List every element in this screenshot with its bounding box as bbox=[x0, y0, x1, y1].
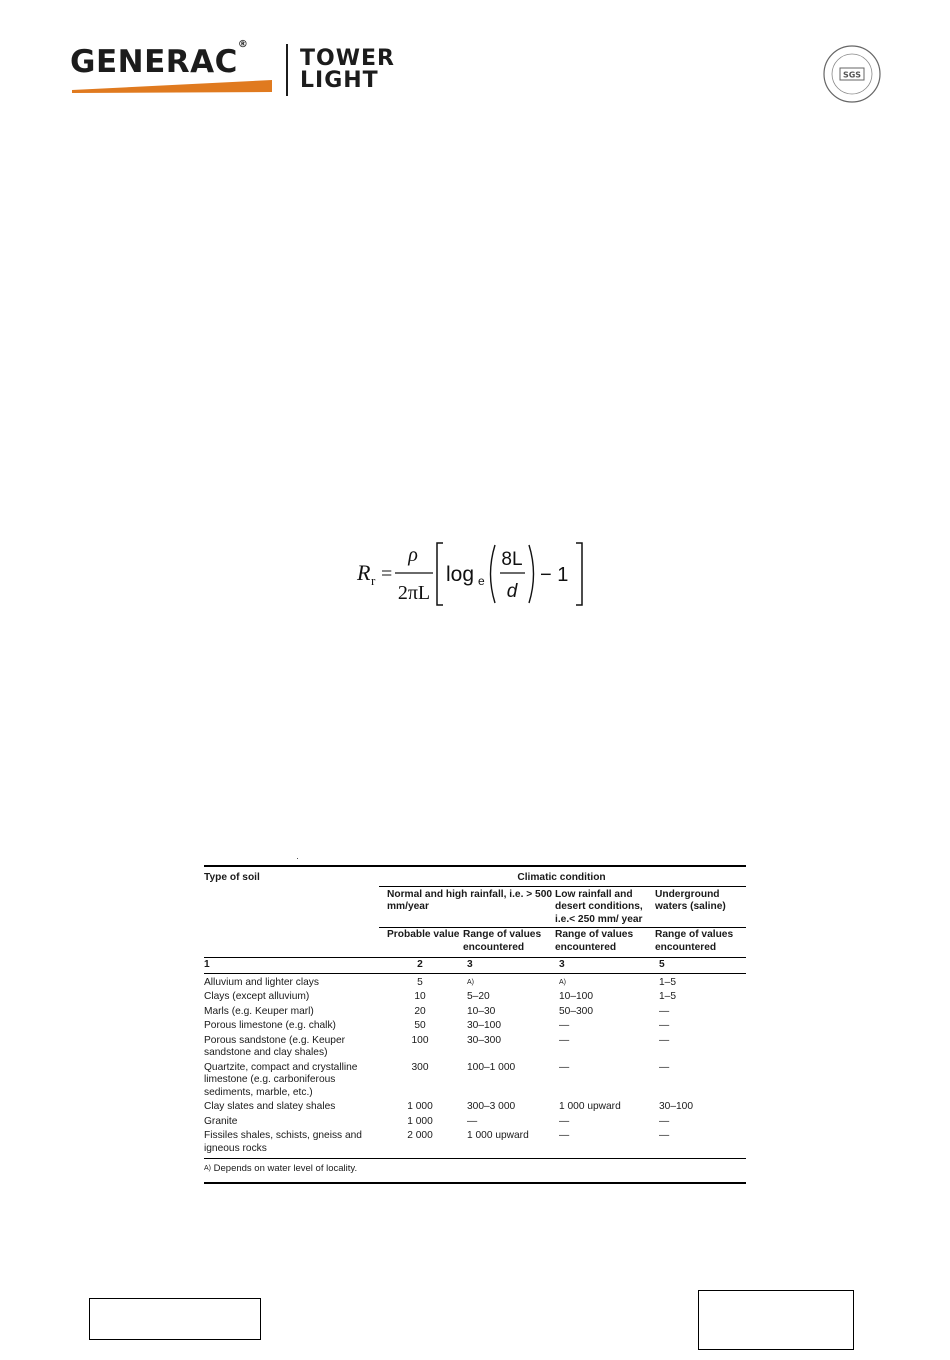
range-low-cell bbox=[555, 1005, 655, 1020]
product-line-2: LIGHT bbox=[300, 68, 379, 93]
soil-type-cell-text: Clays (except alluvium) bbox=[204, 991, 310, 1002]
soil-type-cell-text: Granite bbox=[204, 1115, 238, 1127]
column-number: 3 bbox=[467, 959, 473, 970]
range-normal-cell-text: 1 000 upward bbox=[467, 1130, 529, 1141]
table-row bbox=[204, 1005, 746, 1020]
range-normal-cell-text: 30–100 bbox=[467, 1020, 501, 1031]
range-underground-cell-text: — bbox=[659, 1034, 670, 1046]
range-low-cell bbox=[555, 1129, 655, 1159]
header-type-of-soil: Type of soil bbox=[204, 872, 260, 883]
header-low-rainfall: Low rainfall and desert conditions, i.e.< 250 mm/ year bbox=[555, 886, 655, 928]
generac-logo bbox=[70, 38, 249, 80]
probable-value-cell-text: 10 bbox=[414, 991, 426, 1002]
range-underground-cell bbox=[655, 1115, 746, 1130]
formula-minus-one: − 1 bbox=[540, 564, 569, 586]
range-low-cell-text: — bbox=[559, 1115, 570, 1127]
range-normal-cell bbox=[463, 1019, 555, 1034]
range-low-cell-text: A) bbox=[559, 978, 566, 986]
header-range-low: Range of values encountered bbox=[555, 929, 634, 953]
probable-value-cell bbox=[379, 990, 463, 1005]
logo-divider bbox=[286, 44, 288, 96]
header-range-underground: Range of values encountered bbox=[655, 929, 734, 953]
probable-value-cell bbox=[379, 1034, 463, 1061]
range-underground-cell bbox=[655, 1129, 746, 1159]
probable-value-cell bbox=[379, 1061, 463, 1101]
range-low-cell-text: 1 000 upward bbox=[559, 1101, 621, 1112]
range-low-cell-text: — bbox=[559, 1034, 570, 1046]
certification-seal-icon bbox=[822, 44, 882, 104]
probable-value-cell-text: 20 bbox=[414, 1005, 426, 1017]
range-normal-cell-text: 300–3 000 bbox=[467, 1101, 516, 1112]
soil-type-cell bbox=[204, 1100, 379, 1115]
formula-log-sub: e bbox=[478, 574, 485, 588]
formula-denominator: 2πL bbox=[397, 582, 431, 604]
registered-mark: ® bbox=[237, 38, 249, 50]
soil-type-cell bbox=[204, 973, 379, 990]
footnote-text: Depends on water level of locality. bbox=[213, 1163, 358, 1174]
range-normal-cell bbox=[463, 1100, 555, 1115]
range-low-cell-text: 10–100 bbox=[559, 991, 593, 1002]
footnote-marker: A) bbox=[204, 1165, 211, 1172]
range-low-cell bbox=[555, 1100, 655, 1115]
range-underground-cell-text: 1–5 bbox=[659, 976, 676, 988]
range-underground-cell bbox=[655, 1019, 746, 1034]
soil-resistivity-table bbox=[204, 865, 746, 1184]
range-normal-cell bbox=[463, 990, 555, 1005]
header-underground-waters: Underground waters (saline) bbox=[655, 886, 746, 928]
column-number: 1 bbox=[204, 959, 210, 970]
soil-type-cell bbox=[204, 990, 379, 1005]
column-number: 3 bbox=[559, 959, 565, 970]
range-normal-cell bbox=[463, 1061, 555, 1101]
range-low-cell bbox=[555, 1115, 655, 1130]
range-underground-cell bbox=[655, 973, 746, 990]
soil-type-cell bbox=[204, 1129, 379, 1159]
range-underground-cell bbox=[655, 1100, 746, 1115]
formula-lhs: R bbox=[357, 560, 371, 585]
range-underground-cell-text: — bbox=[659, 1020, 670, 1031]
soil-type-cell bbox=[204, 1005, 379, 1020]
column-number: 2 bbox=[417, 959, 423, 970]
grounding-resistance-formula bbox=[355, 535, 595, 615]
soil-type-cell bbox=[204, 1061, 379, 1101]
range-low-cell bbox=[555, 1019, 655, 1034]
logo-swoosh-icon bbox=[72, 78, 277, 94]
formula-lhs-sub: r bbox=[371, 573, 376, 588]
probable-value-cell-text: 5 bbox=[417, 976, 423, 988]
page-header bbox=[70, 40, 890, 110]
soil-type-cell bbox=[204, 1034, 379, 1061]
footer-box-left bbox=[89, 1298, 261, 1340]
probable-value-cell bbox=[379, 1100, 463, 1115]
range-normal-cell-text: 5–20 bbox=[467, 991, 490, 1002]
brand-name: GENERAC bbox=[70, 44, 238, 80]
probable-value-cell-text: 2 000 bbox=[407, 1130, 433, 1141]
soil-type-cell-text: Quartzite, compact and crystalline limestone (e.g. carboniferous sediments, marble, etc.) bbox=[204, 1061, 358, 1098]
range-underground-cell bbox=[655, 1061, 746, 1101]
range-underground-cell-text: — bbox=[659, 1061, 670, 1073]
soil-resistivity-table-container bbox=[204, 855, 746, 1184]
formula-inner-numerator: 8L bbox=[501, 549, 523, 570]
product-line-1: TOWER bbox=[300, 46, 395, 71]
range-low-cell bbox=[555, 990, 655, 1005]
soil-type-cell-text: Clay slates and slatey shales bbox=[204, 1101, 336, 1112]
table-row bbox=[204, 1129, 746, 1159]
table-row bbox=[204, 973, 746, 990]
header-normal-rainfall: Normal and high rainfall, i.e. > 500 mm/year bbox=[379, 886, 555, 928]
range-normal-cell bbox=[463, 1005, 555, 1020]
svg-text:SGS: SGS bbox=[842, 70, 862, 80]
range-normal-cell-text: 100–1 000 bbox=[467, 1061, 516, 1073]
range-normal-cell bbox=[463, 1034, 555, 1061]
soil-type-cell-text: Alluvium and lighter clays bbox=[204, 976, 319, 988]
range-underground-cell-text: — bbox=[659, 1005, 670, 1017]
probable-value-cell-text: 1 000 bbox=[407, 1101, 433, 1112]
range-low-cell-text: — bbox=[559, 1061, 570, 1073]
range-normal-cell bbox=[463, 1115, 555, 1130]
soil-type-cell-text: Porous sandstone (e.g. Keuper sandstone and clay shales) bbox=[204, 1034, 346, 1058]
range-low-cell-text: — bbox=[559, 1020, 570, 1031]
formula-numerator: ρ bbox=[408, 544, 418, 566]
range-low-cell-text: 50–300 bbox=[559, 1005, 593, 1017]
range-underground-cell-text: 1–5 bbox=[659, 991, 676, 1002]
soil-type-cell bbox=[204, 1019, 379, 1034]
probable-value-cell bbox=[379, 973, 463, 990]
range-low-cell bbox=[555, 1061, 655, 1101]
table-row bbox=[204, 1115, 746, 1130]
column-number: 5 bbox=[659, 959, 665, 970]
table-row bbox=[204, 1034, 746, 1061]
probable-value-cell-text: 300 bbox=[411, 1061, 429, 1073]
range-normal-cell bbox=[463, 973, 555, 990]
caption-fragment: · bbox=[296, 853, 299, 863]
probable-value-cell bbox=[379, 1129, 463, 1159]
table-row bbox=[204, 990, 746, 1005]
range-normal-cell-text: 10–30 bbox=[467, 1005, 496, 1017]
soil-table-body bbox=[204, 973, 746, 1159]
soil-type-cell-text: Fissiles shales, schists, gneiss and igneous rocks bbox=[204, 1130, 362, 1154]
range-underground-cell bbox=[655, 990, 746, 1005]
table-row bbox=[204, 1061, 746, 1101]
soil-type-cell-text: Marls (e.g. Keuper marl) bbox=[204, 1005, 314, 1017]
probable-value-cell-text: 100 bbox=[411, 1034, 429, 1046]
range-low-cell bbox=[555, 1034, 655, 1061]
range-normal-cell-text: A) bbox=[467, 978, 474, 986]
range-underground-cell-text: 30–100 bbox=[659, 1101, 693, 1112]
header-range-normal: Range of values encountered bbox=[463, 929, 542, 953]
range-underground-cell bbox=[655, 1005, 746, 1020]
probable-value-cell-text: 50 bbox=[414, 1020, 426, 1031]
range-normal-cell bbox=[463, 1129, 555, 1159]
formula-equals: = bbox=[381, 563, 393, 585]
range-low-cell bbox=[555, 973, 655, 990]
range-underground-cell bbox=[655, 1034, 746, 1061]
formula-log: log bbox=[446, 563, 475, 586]
soil-type-cell bbox=[204, 1115, 379, 1130]
soil-type-cell-text: Porous limestone (e.g. chalk) bbox=[204, 1020, 336, 1031]
range-low-cell-text: — bbox=[559, 1130, 570, 1141]
range-underground-cell-text: — bbox=[659, 1115, 670, 1127]
product-name bbox=[300, 48, 395, 92]
range-normal-cell-text: 30–300 bbox=[467, 1034, 501, 1046]
table-footnote bbox=[204, 1159, 746, 1183]
footer-box-right bbox=[698, 1290, 854, 1350]
header-probable-value: Probable value bbox=[387, 929, 460, 940]
table-row bbox=[204, 1019, 746, 1034]
formula-inner-denominator: d bbox=[506, 581, 518, 602]
probable-value-cell bbox=[379, 1019, 463, 1034]
table-row bbox=[204, 1100, 746, 1115]
probable-value-cell-text: 1 000 bbox=[407, 1115, 433, 1127]
probable-value-cell bbox=[379, 1005, 463, 1020]
probable-value-cell bbox=[379, 1115, 463, 1130]
range-normal-cell-text: — bbox=[467, 1115, 478, 1127]
range-underground-cell-text: — bbox=[659, 1130, 670, 1141]
header-climatic-condition: Climatic condition bbox=[379, 866, 746, 886]
